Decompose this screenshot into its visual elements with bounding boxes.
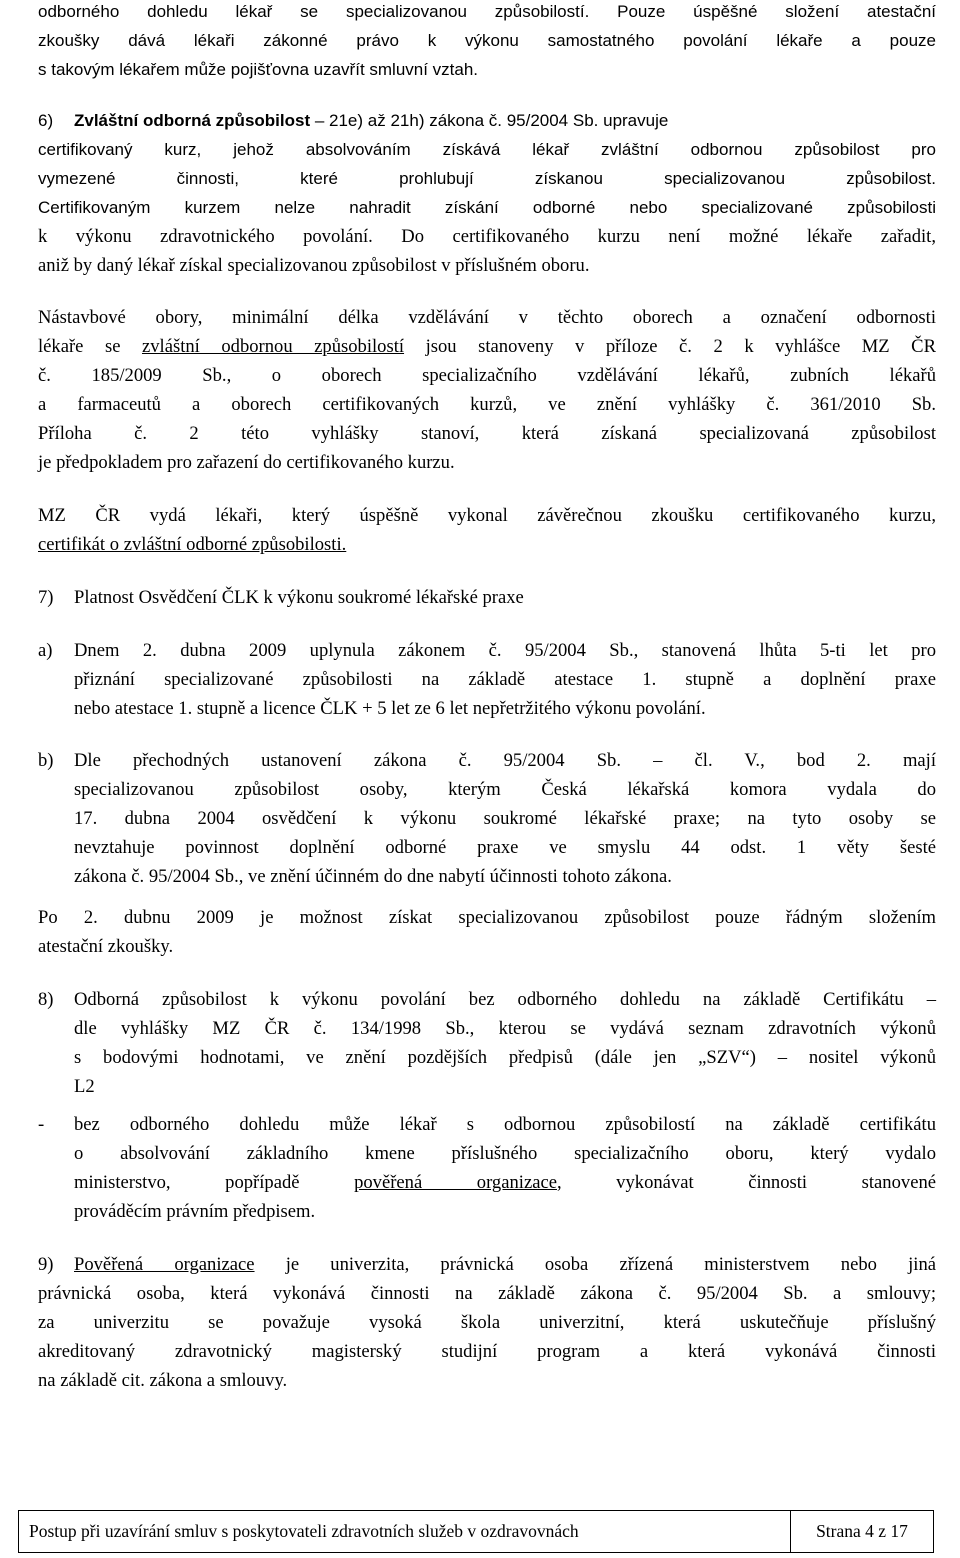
text-line: lékaře se zvláštní odbornou způsobilostí jsou stanoveny v příloze č. 2 k vyhlášce MZ ČR — [38, 336, 936, 357]
item-label: a) — [38, 640, 53, 661]
text-line: bez odborného dohledu může lékař s odbornou způsobilostí na základě certifikátu — [74, 1114, 936, 1135]
text-line: dle vyhlášky MZ ČR č. 134/1998 Sb., kterou se vydává seznam zdravotních výkonů — [74, 1018, 936, 1039]
section-6-paragraph-3 — [38, 501, 936, 559]
section-6-heading — [38, 106, 936, 135]
section-7-item-b — [38, 746, 936, 891]
text-line: nevztahuje povinnost doplnění odborné praxe ve smyslu 44 odst. 1 věty šesté — [74, 837, 936, 858]
underlined-term: zvláštní odbornou způsobilostí — [141, 336, 405, 357]
text-line: akreditovaný zdravotnický magisterský studijní program a která vykonává činnosti — [38, 1341, 936, 1362]
text-fragment: je univerzita, právnická osoba zřízená ministerstvem nebo jiná — [254, 1254, 936, 1275]
text-line: certifikovaný kurz, jehož absolvováním získává lékař zvláštní odbornou způsobilost pro — [38, 140, 936, 159]
intro-paragraph — [38, 0, 936, 84]
text-line — [38, 530, 936, 559]
text-line: vymezené činnosti, které prohlubují získanou specializovanou způsobilost. — [38, 169, 936, 188]
text-line: zákona č. 95/2004 Sb., ve znění účinném do dne nabytí účinnosti tohoto zákona. — [74, 866, 672, 887]
section-number: 7) — [38, 587, 54, 608]
text-line: je předpokladem pro zařazení do certifikovaného kurzu. — [38, 452, 455, 473]
text-line: aniž by daný lékař získal specializovanou způsobilost v příslušném oboru. — [38, 255, 590, 276]
page-number: Strana 4 z 17 — [816, 1521, 908, 1541]
text-line: nebo atestace 1. stupně a licence ČLK + 5 let ze 6 let nepřetržitého výkonu povolání. — [74, 698, 706, 719]
footer-title: Postup při uzavírání smluv s poskytovateli zdravotních služeb v ozdravovnách — [19, 1511, 791, 1552]
text-fragment: upravuje — [598, 111, 669, 130]
section-7-note — [38, 903, 936, 961]
text-line: Certifikovaným kurzem nelze nahradit získání odborné nebo specializované způsobilosti — [38, 198, 936, 217]
bullet-mark: - — [38, 1114, 45, 1135]
text-line: Dnem 2. dubna 2009 uplynula zákonem č. 95/2004 Sb., stanovená lhůta 5-ti let pro — [74, 640, 936, 661]
text-line: Příloha č. 2 této vyhlášky stanoví, která získaná specializovaná způsobilost — [38, 423, 936, 444]
section-reference: – 21e) až 21h) zákona č. 95/2004 Sb. — [310, 111, 599, 130]
section-8-bullet — [38, 1110, 936, 1226]
text-line: specializovanou způsobilost osoby, kterým Česká lékařská komora vydala do — [74, 779, 936, 800]
text-line: Dle přechodných ustanovení zákona č. 95/2004 Sb. – čl. V., bod 2. mají — [74, 750, 936, 771]
text-line: k výkonu zdravotnického povolání. Do certifikovaného kurzu není možné lékaře zařadit, — [38, 226, 936, 247]
section-number: 6) — [38, 111, 54, 130]
section-6-paragraph-2 — [38, 303, 936, 477]
text-line: za univerzitu se považuje vysoká škola univerzitní, která uskutečňuje příslušný — [38, 1312, 936, 1333]
text-line: zkoušky dává lékaři zákonné právo k výkonu samostatného povolání lékaře a pouze — [38, 31, 936, 50]
text-line: s takovým lékařem může pojišťovna uzavřít smluvní vztah. — [38, 60, 479, 79]
text-line: odborného dohledu lékař se specializovanou způsobilostí. Pouze úspěšné složení atestační — [38, 2, 936, 21]
text-line: Nástavbové obory, minimální délka vzdělávání v těchto oborech a označení odbornosti — [38, 307, 936, 328]
text-line: MZ ČR vydá lékaři, který úspěšně vykonal závěrečnou zkoušku certifikovaného kurzu, — [38, 505, 936, 526]
section-8 — [38, 985, 936, 1101]
item-label: b) — [38, 750, 54, 771]
text-line: atestační zkoušky. — [38, 936, 174, 957]
text-line: Odborná způsobilost k výkonu povolání bez odborného dohledu na základě Certifikátu – — [74, 989, 936, 1010]
underlined-term: pověřená organizace — [354, 1172, 557, 1193]
text-line: a farmaceutů a oborech certifikovaných kurzů, ve znění vyhlášky č. 361/2010 Sb. — [38, 394, 936, 415]
underlined-term: Pověřená organizace — [74, 1254, 255, 1275]
text-line: Po 2. dubnu 2009 je možnost získat specializovanou způsobilost pouze řádným složením — [38, 907, 936, 928]
text-line: č. 185/2009 Sb., o oborech specializačního vzdělávání lékařů, zubních lékařů — [38, 365, 936, 386]
text-line: ministerstvo, popřípadě pověřená organizace, vykonávat činnosti stanovené — [74, 1172, 936, 1193]
text-line: o absolvování základního kmene příslušného specializačního oboru, který vydalo — [74, 1143, 936, 1164]
text-line: prováděcím právním předpisem. — [74, 1201, 316, 1222]
section-6 — [38, 106, 936, 280]
text-line: 17. dubna 2004 osvědčení k výkonu soukromé lékařské praxe; na tyto osoby se — [74, 808, 936, 829]
text-line: L2 — [74, 1076, 95, 1097]
section-number: 9) — [38, 1254, 54, 1275]
section-title: Zvláštní odborná způsobilost — [74, 111, 311, 130]
section-9 — [38, 1250, 936, 1395]
text-line: na základě cit. zákona a smlouvy. — [38, 1370, 288, 1391]
section-7-heading — [38, 583, 936, 612]
text-line: s bodovými hodnotami, ve znění pozdějších předpisů (dále jen „SZV“) – nositel výkonů — [74, 1047, 936, 1068]
text-line: přiznání specializované způsobilosti na základě atestace 1. stupně a doplnění praxe — [74, 669, 936, 690]
section-7-item-a — [38, 636, 936, 723]
section-title: Platnost Osvědčení ČLK k výkonu soukromé lékařské praxe — [74, 587, 524, 608]
underlined-term: certifikát o zvláštní odborné způsobilosti. — [38, 534, 347, 555]
page-footer — [18, 1510, 934, 1553]
text-line: právnická osoba, která vykonává činnosti na základě zákona č. 95/2004 Sb. a smlouvy; — [38, 1283, 936, 1304]
section-number: 8) — [38, 989, 54, 1010]
